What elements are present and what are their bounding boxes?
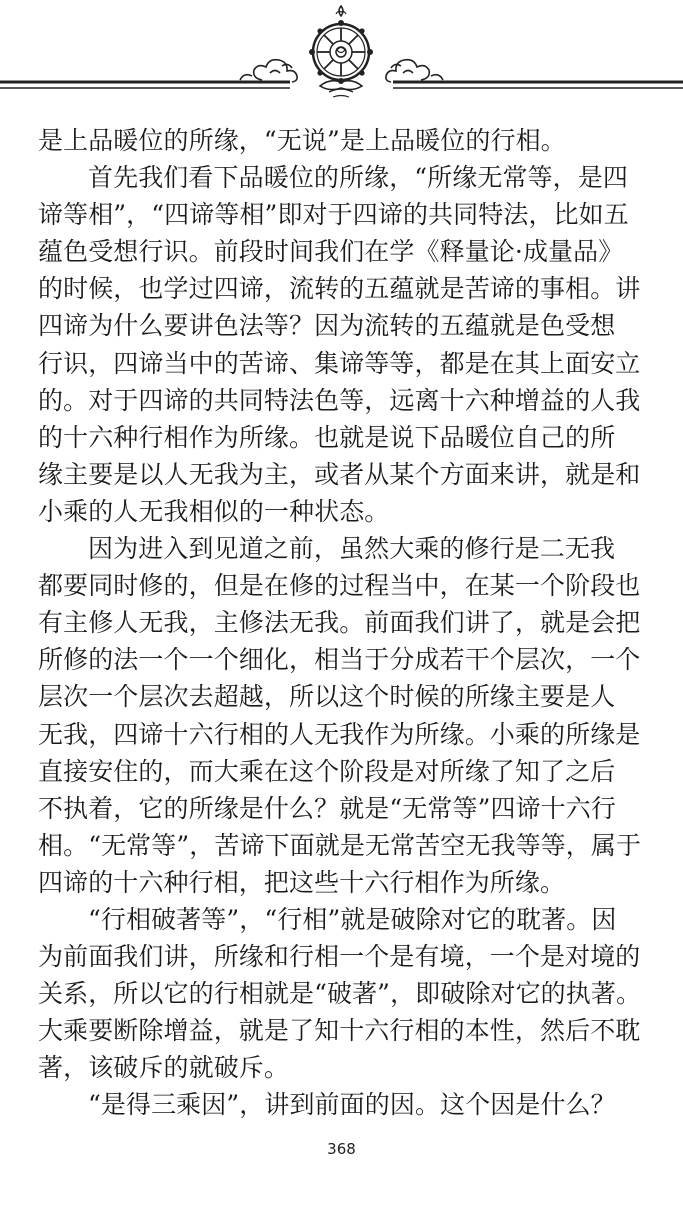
text-line: 层次一个层次去超越，所以这个时候的所缘主要是人 bbox=[38, 682, 616, 712]
text-line: 相。“无常等”，苦谛下面就是无常苦空无我等等，属于 bbox=[38, 830, 642, 860]
text-line: 都要同时修的，但是在修的过程当中，在某一个阶段也 bbox=[38, 571, 641, 601]
text-line: 的。对于四谛的共同特法色等，远离十六种增益的人我 bbox=[38, 385, 641, 415]
text-line: 谛等相”，“四谛等相”即对于四谛的共同特法，比如五 bbox=[38, 200, 629, 230]
text-line: 首先我们看下品暖位的所缘，“所缘无常等，是四 bbox=[88, 163, 628, 193]
text-line: 是上品暖位的所缘，“无说”是上品暖位的行相。 bbox=[38, 126, 566, 155]
text-line: 蕴色受想行识。前段时间我们在学《释量论·成量品》 bbox=[38, 237, 624, 267]
header-ornament bbox=[0, 0, 683, 110]
page-number: 368 bbox=[327, 1140, 356, 1158]
text-line: 小乘的人无我相似的一种状态。 bbox=[38, 496, 390, 526]
text-line: 直接安住的，而大乘在这个阶段是对所缘了知了之后 bbox=[38, 756, 616, 786]
text-line: 著，该破斥的就破斥。 bbox=[38, 1053, 290, 1083]
text-line: 所修的法一个一个细化，相当于分成若干个层次，一个 bbox=[38, 645, 641, 675]
text-line: 为前面我们讲，所缘和行相一个是有境，一个是对境的 bbox=[38, 942, 641, 972]
text-line: 无我，四谛十六行相的人无我作为所缘。小乘的所缘是 bbox=[38, 719, 641, 749]
body-text bbox=[38, 122, 650, 1124]
text-line: 四谛的十六种行相，把这些十六行相作为所缘。 bbox=[38, 867, 566, 897]
text-line: “行相破著等”，“行相”就是破除对它的耽著。因 bbox=[88, 904, 617, 934]
text-line: 有主修人无我，主修法无我。前面我们讲了，就是会把 bbox=[38, 608, 641, 638]
text-line: 行识，四谛当中的苦谛、集谛等等，都是在其上面安立 bbox=[38, 348, 641, 378]
text-line: 关系，所以它的行相就是“破著”，即破除对它的执著。 bbox=[38, 979, 642, 1009]
text-line: 因为进入到见道之前，虽然大乘的修行是二无我 bbox=[88, 534, 616, 564]
text-line: 缘主要是以人无我为主，或者从某个方面来讲，就是和 bbox=[38, 459, 641, 489]
text-line: 的时候，也学过四谛，流转的五蕴就是苦谛的事相。讲 bbox=[38, 274, 641, 304]
left-cloud-ornament bbox=[240, 60, 297, 82]
text-line: 四谛为什么要讲色法等？因为流转的五蕴就是色受想 bbox=[38, 311, 616, 341]
dharma-wheel-icon bbox=[309, 6, 373, 97]
text-line: 的十六种行相作为所缘。也就是说下品暖位自己的所 bbox=[38, 422, 616, 452]
right-cloud-ornament bbox=[386, 60, 443, 82]
text-line: 大乘要断除增益，就是了知十六行相的本性，然后不耽 bbox=[38, 1016, 641, 1046]
text-line: 不执着，它的所缘是什么？就是“无常等”四谛十六行 bbox=[38, 793, 616, 823]
text-line: “是得三乘因”，讲到前面的因。这个因是什么？ bbox=[88, 1090, 616, 1120]
